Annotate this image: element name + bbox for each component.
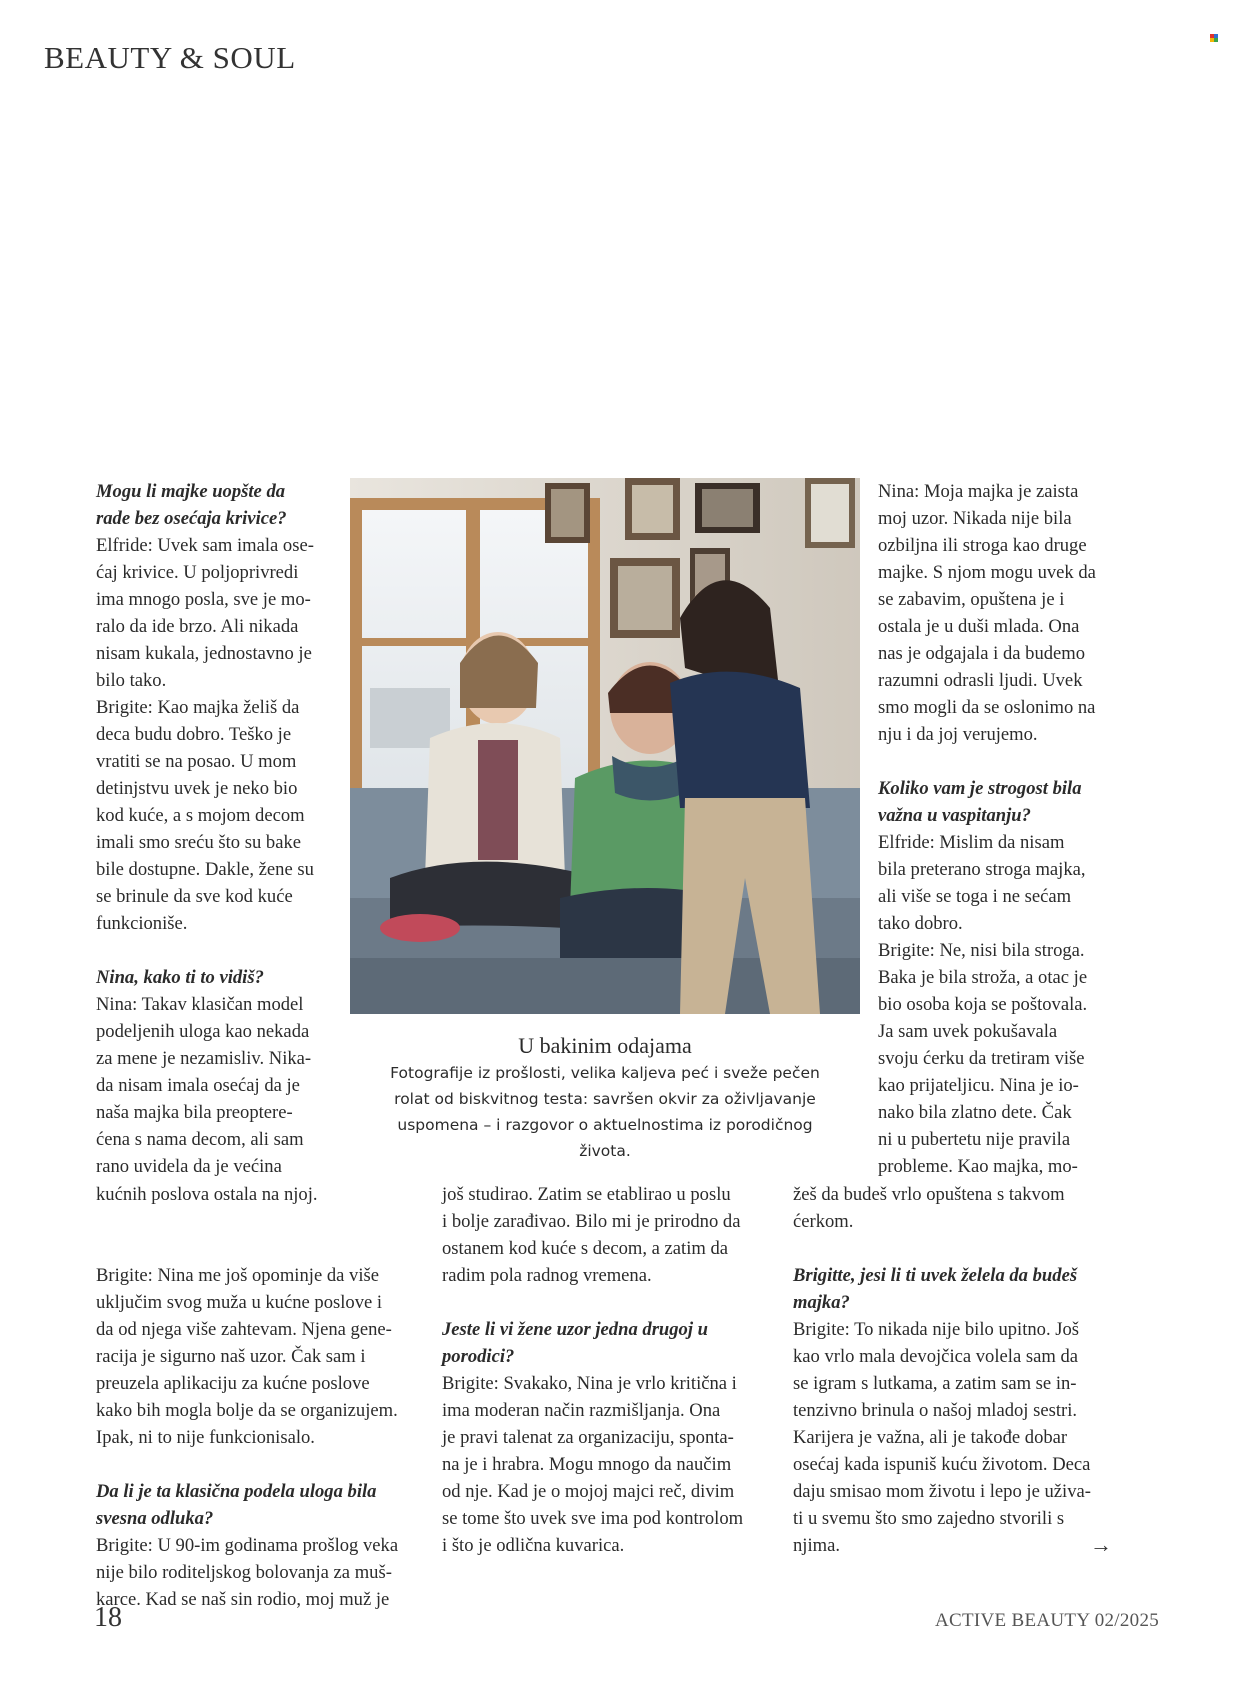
magazine-issue: ACTIVE BEAUTY 02/2025: [935, 1610, 1160, 1631]
article-text-line: ima mnogo posla, sve je mo-: [96, 589, 311, 610]
caption-line: uspomena – i razgovor o aktuelnostima iz porodičnog: [397, 1116, 813, 1134]
article-text-line: kao prijateljicu. Nina je io-: [878, 1075, 1079, 1096]
article-text-line: nako bila zlatno dete. Čak: [878, 1102, 1072, 1123]
article-text-line: naša majka bila preoptere-: [96, 1102, 293, 1123]
page-number: 18: [94, 1602, 122, 1633]
article-column-1-continued: [96, 1181, 392, 1208]
paragraph-gap: [793, 1235, 1116, 1262]
article-column-3: [878, 478, 1115, 1180]
paragraph-gap: [96, 1451, 421, 1478]
article-text-line: detinjstvu uvek je neko bio: [96, 778, 298, 799]
article-text-line: se zabavim, opuštena je i: [878, 589, 1065, 610]
article-text-line: na je i hrabra. Mogu mnogo da naučim: [442, 1454, 732, 1475]
corner-mark-green: [1214, 38, 1218, 42]
paragraph-gap: [96, 937, 332, 964]
article-text-line: Karijera je važna, ali je takođe dobar: [793, 1427, 1068, 1448]
article-text-line: daju smisao mom životu i lepo je uživa-: [793, 1481, 1091, 1502]
article-text-line: ni u pubertetu nije pravila: [878, 1129, 1071, 1150]
article-text-line: bio osoba koja se poštovala.: [878, 994, 1088, 1015]
article-text-line: Elfride: Mislim da nisam: [878, 832, 1065, 853]
interview-question-line: Brigitte, jesi li ti uvek želela da budeš: [793, 1265, 1078, 1286]
article-text-line: bile dostupne. Dakle, žene su: [96, 859, 314, 880]
interview-question-line: Koliko vam je strogost bila: [878, 778, 1082, 799]
article-text-line: ali više se toga i ne sećam: [878, 886, 1072, 907]
continue-arrow-icon: →: [1090, 1532, 1112, 1557]
photo-caption-title: U bakinim odajama: [518, 1033, 692, 1058]
article-text-line: uključim svog muža u kućne poslove i: [96, 1292, 383, 1313]
article-text-line: ralo da ide brzo. Ali nikada: [96, 616, 299, 637]
article-column-2: [442, 1181, 769, 1559]
article-text-line: i što je odlična kuvarica.: [442, 1535, 625, 1556]
article-text-line: ostanem kod kuće s decom, a zatim da: [442, 1238, 729, 1259]
caption-line: rolat od biskvitnog testa: savršen okvir za oživljavanje: [394, 1090, 816, 1108]
article-text-line: probleme. Kao majka, mo-: [878, 1156, 1078, 1177]
interview-question-line: rade bez osećaja krivice?: [96, 508, 287, 529]
article-text-line: se brinule da sve kod kuće: [96, 886, 293, 907]
interview-question-line: porodici?: [442, 1346, 515, 1367]
article-text-line: majke. S njom mogu uvek da: [878, 562, 1096, 583]
article-text-line: Brigite: To nikada nije bilo upitno. Još: [793, 1319, 1080, 1340]
article-text-line: podeljenih uloga kao nekada: [96, 1021, 310, 1042]
article-column-1: [96, 478, 332, 1180]
article-text-line: ozbiljna ili stroga kao druge: [878, 535, 1087, 556]
article-text-line: kućnih poslova ostala na njoj.: [96, 1184, 318, 1205]
article-text-line: Brigite: Kao majka želiš da: [96, 697, 300, 718]
article-text-line: tenzivno brinula o našoj mladoj sestri.: [793, 1400, 1078, 1421]
article-text-line: da nisam imala osećaj da je: [96, 1075, 300, 1096]
article-text-line: deca budu dobro. Teško je: [96, 724, 292, 745]
article-text-line: još studirao. Zatim se etablirao u poslu: [442, 1184, 731, 1205]
article-text-line: nas je odgajala i da budemo: [878, 643, 1086, 664]
interview-question-line: Nina, kako ti to vidiš?: [96, 967, 264, 988]
article-text-line: Baka je bila stroža, a otac je: [878, 967, 1088, 988]
family-photo: [350, 478, 860, 1014]
article-text-line: ćaj krivice. U poljoprivredi: [96, 562, 299, 583]
article-text-line: da od njega više zahtevam. Njena gene-: [96, 1319, 392, 1340]
article-text-line: bila preterano stroga majka,: [878, 859, 1086, 880]
article-text-line: Nina: Takav klasičan model: [96, 994, 304, 1015]
interview-question-line: važna u vaspitanju?: [878, 805, 1031, 826]
article-text-line: Brigite: U 90-im godinama prošlog veka: [96, 1535, 399, 1556]
article-text-line: razumni odrasli ljudi. Uvek: [878, 670, 1083, 691]
interview-question-line: majka?: [793, 1292, 850, 1313]
article-text-line: karce. Kad se naš sin rodio, moj muž je: [96, 1589, 390, 1610]
article-text-line: Nina: Moja majka je zaista: [878, 481, 1079, 502]
section-label: BEAUTY & SOUL: [44, 40, 296, 75]
interview-question-line: Mogu li majke uopšte da: [96, 481, 286, 502]
article-text-line: imali smo sreću što su bake: [96, 832, 302, 853]
article-text-line: se igram s lutkama, a zatim sam se in-: [793, 1373, 1077, 1394]
article-text-line: ti u svemu što smo zajedno stvorili s: [793, 1508, 1065, 1529]
article-text-line: Brigite: Ne, nisi bila stroga.: [878, 940, 1085, 961]
article-text-line: njima.: [793, 1535, 840, 1556]
article-text-line: nije bilo roditeljskog bolovanja za muš-: [96, 1562, 392, 1583]
article-text-line: ima moderan način razmišljanja. Ona: [442, 1400, 721, 1421]
paragraph-gap: [442, 1289, 769, 1316]
corner-color-mark: [1210, 34, 1218, 42]
article-text-line: kako bih mogla bolje da se organizujem.: [96, 1400, 398, 1421]
paragraph-gap: [878, 748, 1115, 775]
article-text-line: vratiti se na posao. U mom: [96, 751, 297, 772]
article-text-line: funkcioniše.: [96, 913, 188, 934]
photo-caption-text: [370, 1060, 840, 1164]
caption-line: života.: [579, 1142, 631, 1160]
article-text-line: kod kuće, a s mojom decom: [96, 805, 305, 826]
article-column-1-wide: [96, 1262, 421, 1613]
article-text-line: ćerkom.: [793, 1211, 854, 1232]
article-text-line: i bolje zarađivao. Bilo mi je prirodno da: [442, 1211, 741, 1232]
article-text-line: kao vrlo mala devojčica volela sam da: [793, 1346, 1078, 1367]
article-text-line: žeš da budeš vrlo opuštena s takvom: [793, 1184, 1065, 1205]
article-text-line: se tome što uvek sve ima pod kontrolom: [442, 1508, 744, 1529]
article-text-line: za mene je nezamisliv. Nika-: [96, 1048, 312, 1069]
article-text-line: Brigite: Nina me još opominje da više: [96, 1265, 379, 1286]
article-text-line: ćena s nama decom, ali sam: [96, 1129, 304, 1150]
article-text-line: smo mogli da se oslonimo na: [878, 697, 1096, 718]
article-text-line: rano uvidela da je većina: [96, 1156, 282, 1177]
article-text-line: je pravi talenat za organizaciju, sponta-: [442, 1427, 734, 1448]
article-column-3-wide: [793, 1181, 1116, 1559]
interview-question-line: svesna odluka?: [96, 1508, 214, 1529]
family-photo-illustration: [350, 478, 860, 1014]
article-text-line: nisam kukala, jednostavno je: [96, 643, 312, 664]
article-text-line: nju i da joj verujemo.: [878, 724, 1038, 745]
article-text-line: moj uzor. Nikada nije bila: [878, 508, 1072, 529]
article-text-line: bilo tako.: [96, 670, 167, 691]
article-text-line: Ja sam uvek pokušavala: [878, 1021, 1058, 1042]
article-text-line: osećaj kada ispuniš kuću životom. Deca: [793, 1454, 1091, 1475]
article-text-line: Elfride: Uvek sam imala ose-: [96, 535, 314, 556]
article-text-line: od nje. Kad je o mojoj majci reč, divim: [442, 1481, 735, 1502]
article-text-line: svoju ćerku da tretiram više: [878, 1048, 1085, 1069]
article-text-line: Ipak, ni to nije funkcionisalo.: [96, 1427, 315, 1448]
article-text-line: preuzela aplikaciju za kućne poslove: [96, 1373, 370, 1394]
article-text-line: tako dobro.: [878, 913, 963, 934]
caption-line: Fotografije iz prošlosti, velika kaljeva peć i sveže pečen: [390, 1064, 820, 1082]
interview-question-line: Jeste li vi žene uzor jedna drugoj u: [442, 1319, 709, 1340]
article-text-line: ostala je u duši mlada. Ona: [878, 616, 1080, 637]
interview-question-line: Da li je ta klasična podela uloga bila: [96, 1481, 377, 1502]
article-text-line: radim pola radnog vremena.: [442, 1265, 652, 1286]
article-text-line: racija je sigurno naš uzor. Čak sam i: [96, 1346, 366, 1367]
article-text-line: Brigite: Svakako, Nina je vrlo kritična i: [442, 1373, 737, 1394]
